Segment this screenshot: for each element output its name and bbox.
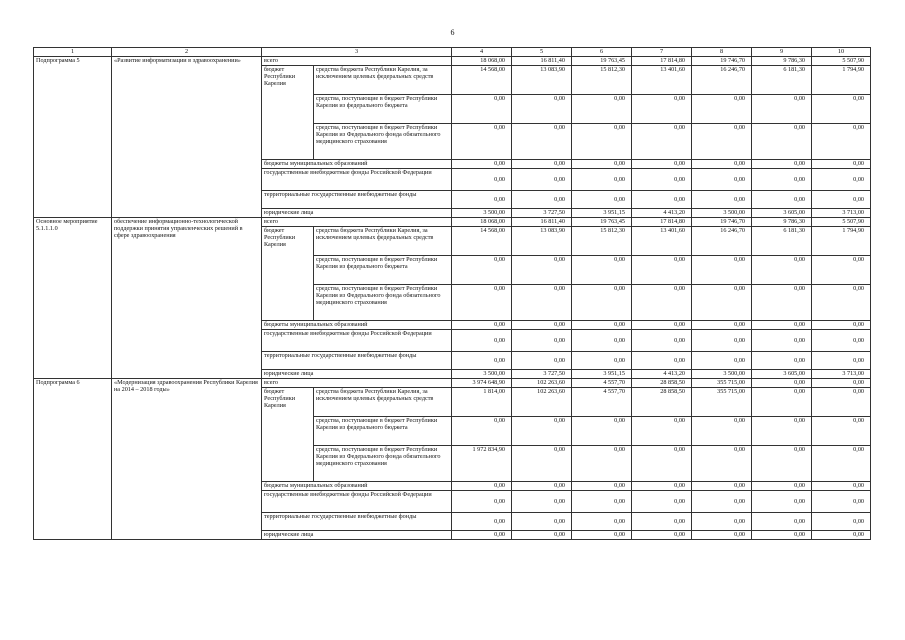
value-cell: 0,00	[752, 160, 812, 169]
value-cell: 0,00	[752, 388, 812, 417]
value-cell: 0,00	[512, 352, 572, 370]
value-cell: 0,00	[452, 321, 512, 330]
value-cell: 0,00	[512, 513, 572, 531]
value-cell: 0,00	[812, 160, 871, 169]
value-cell: 0,00	[692, 531, 752, 540]
program-code-cell: Подпрограмма 6	[34, 379, 112, 540]
value-cell: 0,00	[632, 531, 692, 540]
value-cell: 0,00	[572, 285, 632, 321]
header-cell: 8	[692, 48, 752, 57]
value-cell: 5 507,90	[812, 218, 871, 227]
budget-group-cell: бюджет Республики Карелия	[262, 227, 314, 321]
source-label-cell: средства, поступающие в бюджет Республики Карелия из федерального бюджета	[314, 417, 452, 446]
program-title-cell: обеспечение информационно-технологической поддержки принятия управленческих решений в сфере здравоохранения	[112, 218, 262, 379]
value-cell: 0,00	[512, 446, 572, 482]
value-cell: 0,00	[452, 513, 512, 531]
value-cell: 0,00	[572, 191, 632, 209]
value-cell: 0,00	[452, 417, 512, 446]
value-cell: 0,00	[512, 321, 572, 330]
value-cell: 0,00	[812, 95, 871, 124]
value-cell: 0,00	[632, 321, 692, 330]
value-cell: 0,00	[752, 446, 812, 482]
value-cell: 1 794,90	[812, 66, 871, 95]
value-cell: 19 746,70	[692, 57, 752, 66]
header-row	[34, 48, 871, 57]
value-cell: 14 568,00	[452, 66, 512, 95]
value-cell: 3 500,00	[452, 370, 512, 379]
value-cell: 9 786,30	[752, 57, 812, 66]
value-cell: 0,00	[752, 285, 812, 321]
value-cell: 15 812,30	[572, 227, 632, 256]
value-cell: 0,00	[752, 417, 812, 446]
value-cell: 0,00	[572, 124, 632, 160]
value-cell: 13 083,90	[512, 66, 572, 95]
value-cell: 5 507,90	[812, 57, 871, 66]
value-cell: 1 794,90	[812, 227, 871, 256]
value-cell: 16 246,70	[692, 227, 752, 256]
value-cell: 0,00	[812, 491, 871, 513]
value-cell: 102 263,60	[512, 379, 572, 388]
value-cell: 0,00	[692, 352, 752, 370]
value-cell: 3 605,00	[752, 209, 812, 218]
source-label-cell: всего	[262, 379, 452, 388]
value-cell: 0,00	[632, 482, 692, 491]
value-cell: 0,00	[512, 191, 572, 209]
value-cell: 0,00	[692, 191, 752, 209]
source-label-cell: государственные внебюджетные фонды Российской Федерации	[262, 491, 452, 513]
page-number: 6	[450, 28, 455, 37]
program-title-cell: «Развитие информатизации в здравоохранении»	[112, 57, 262, 218]
value-cell: 3 500,00	[692, 370, 752, 379]
value-cell: 0,00	[632, 352, 692, 370]
value-cell: 0,00	[692, 124, 752, 160]
table-row	[34, 218, 871, 227]
value-cell: 0,00	[572, 482, 632, 491]
value-cell: 0,00	[692, 95, 752, 124]
source-label-cell: средства, поступающие в бюджет Республики Карелия из федерального бюджета	[314, 95, 452, 124]
value-cell: 0,00	[452, 160, 512, 169]
value-cell: 0,00	[572, 417, 632, 446]
value-cell: 0,00	[812, 191, 871, 209]
value-cell: 0,00	[812, 124, 871, 160]
value-cell: 0,00	[512, 417, 572, 446]
source-label-cell: юридические лица	[262, 209, 452, 218]
header-cell: 10	[812, 48, 871, 57]
source-label-cell: средства бюджета Республики Карелия, за исключением целевых федеральных средств	[314, 227, 452, 256]
value-cell: 0,00	[692, 330, 752, 352]
header-cell: 9	[752, 48, 812, 57]
value-cell: 14 568,00	[452, 227, 512, 256]
value-cell: 0,00	[752, 256, 812, 285]
value-cell: 3 974 648,90	[452, 379, 512, 388]
value-cell: 0,00	[572, 160, 632, 169]
value-cell: 0,00	[452, 256, 512, 285]
value-cell: 0,00	[512, 124, 572, 160]
header-cell: 7	[632, 48, 692, 57]
value-cell: 28 858,50	[632, 379, 692, 388]
value-cell: 0,00	[752, 531, 812, 540]
value-cell: 0,00	[812, 379, 871, 388]
value-cell: 0,00	[752, 352, 812, 370]
value-cell: 3 500,00	[452, 209, 512, 218]
source-label-cell: территориальные государственные внебюджетные фонды	[262, 352, 452, 370]
value-cell: 0,00	[512, 95, 572, 124]
value-cell: 0,00	[692, 446, 752, 482]
value-cell: 0,00	[812, 417, 871, 446]
value-cell: 0,00	[512, 169, 572, 191]
source-label-cell: территориальные государственные внебюджетные фонды	[262, 513, 452, 531]
value-cell: 0,00	[632, 169, 692, 191]
source-label-cell: средства, поступающие в бюджет Республики Карелия из федерального бюджета	[314, 256, 452, 285]
value-cell: 0,00	[812, 482, 871, 491]
value-cell: 3 713,00	[812, 209, 871, 218]
value-cell: 0,00	[692, 491, 752, 513]
value-cell: 1 814,00	[452, 388, 512, 417]
value-cell: 4 557,70	[572, 379, 632, 388]
source-label-cell: юридические лица	[262, 531, 452, 540]
value-cell: 0,00	[452, 352, 512, 370]
value-cell: 0,00	[632, 256, 692, 285]
value-cell: 16 246,70	[692, 66, 752, 95]
value-cell: 17 814,80	[632, 57, 692, 66]
program-code-cell: Основное мероприятие 5.1.1.1.0	[34, 218, 112, 379]
value-cell: 0,00	[812, 388, 871, 417]
value-cell: 16 811,40	[512, 57, 572, 66]
value-cell: 3 951,15	[572, 209, 632, 218]
value-cell: 1 972 834,90	[452, 446, 512, 482]
value-cell: 28 858,50	[632, 388, 692, 417]
value-cell: 0,00	[572, 446, 632, 482]
value-cell: 0,00	[812, 330, 871, 352]
source-label-cell: всего	[262, 218, 452, 227]
value-cell: 9 786,30	[752, 218, 812, 227]
value-cell: 0,00	[512, 285, 572, 321]
value-cell: 19 763,45	[572, 218, 632, 227]
source-label-cell: средства, поступающие в бюджет Республики Карелия из Федерального фонда обязательного медицинского страхования	[314, 285, 452, 321]
value-cell: 4 413,20	[632, 370, 692, 379]
value-cell: 0,00	[692, 160, 752, 169]
source-label-cell: территориальные государственные внебюджетные фонды	[262, 191, 452, 209]
value-cell: 0,00	[812, 256, 871, 285]
value-cell: 0,00	[812, 352, 871, 370]
value-cell: 0,00	[512, 482, 572, 491]
value-cell: 17 814,80	[632, 218, 692, 227]
value-cell: 0,00	[812, 446, 871, 482]
program-title-cell: «Модернизация здравоохранения Республики Карелия на 2014 – 2018 годы»	[112, 379, 262, 540]
value-cell: 18 068,00	[452, 57, 512, 66]
value-cell: 0,00	[752, 95, 812, 124]
value-cell: 3 951,15	[572, 370, 632, 379]
value-cell: 0,00	[752, 330, 812, 352]
value-cell: 0,00	[632, 160, 692, 169]
value-cell: 0,00	[692, 169, 752, 191]
value-cell: 0,00	[512, 330, 572, 352]
value-cell: 0,00	[752, 321, 812, 330]
value-cell: 0,00	[632, 446, 692, 482]
value-cell: 0,00	[632, 124, 692, 160]
table-row	[34, 57, 871, 66]
value-cell: 0,00	[752, 124, 812, 160]
value-cell: 0,00	[452, 482, 512, 491]
value-cell: 0,00	[812, 531, 871, 540]
value-cell: 18 068,00	[452, 218, 512, 227]
value-cell: 0,00	[572, 321, 632, 330]
value-cell: 0,00	[452, 285, 512, 321]
value-cell: 3 727,50	[512, 209, 572, 218]
value-cell: 0,00	[452, 531, 512, 540]
source-label-cell: средства, поступающие в бюджет Республики Карелия из Федерального фонда обязательного медицинского страхования	[314, 124, 452, 160]
value-cell: 4 413,20	[632, 209, 692, 218]
value-cell: 6 181,30	[752, 227, 812, 256]
value-cell: 0,00	[692, 513, 752, 531]
value-cell: 0,00	[812, 321, 871, 330]
source-label-cell: бюджеты муниципальных образований	[262, 482, 452, 491]
value-cell: 355 715,00	[692, 388, 752, 417]
source-label-cell: государственные внебюджетные фонды Российской Федерации	[262, 330, 452, 352]
value-cell: 355 715,00	[692, 379, 752, 388]
value-cell: 0,00	[752, 482, 812, 491]
header-cell: 2	[112, 48, 262, 57]
value-cell: 0,00	[752, 491, 812, 513]
value-cell: 0,00	[572, 531, 632, 540]
value-cell: 0,00	[572, 513, 632, 531]
header-cell: 3	[262, 48, 452, 57]
value-cell: 0,00	[512, 531, 572, 540]
source-label-cell: средства бюджета Республики Карелия, за исключением целевых федеральных средств	[314, 388, 452, 417]
header-cell: 5	[512, 48, 572, 57]
value-cell: 0,00	[752, 379, 812, 388]
value-cell: 0,00	[632, 513, 692, 531]
value-cell: 0,00	[452, 330, 512, 352]
value-cell: 0,00	[752, 513, 812, 531]
value-cell: 0,00	[572, 352, 632, 370]
header-cell: 4	[452, 48, 512, 57]
value-cell: 4 557,70	[572, 388, 632, 417]
value-cell: 0,00	[632, 95, 692, 124]
source-label-cell: всего	[262, 57, 452, 66]
value-cell: 0,00	[512, 491, 572, 513]
program-code-cell: Подпрограмма 5	[34, 57, 112, 218]
value-cell: 0,00	[452, 169, 512, 191]
value-cell: 13 083,90	[512, 227, 572, 256]
value-cell: 0,00	[632, 330, 692, 352]
source-label-cell: средства бюджета Республики Карелия, за исключением целевых федеральных средств	[314, 66, 452, 95]
header-cell: 6	[572, 48, 632, 57]
value-cell: 0,00	[572, 169, 632, 191]
source-label-cell: юридические лица	[262, 370, 452, 379]
value-cell: 0,00	[632, 417, 692, 446]
value-cell: 0,00	[572, 256, 632, 285]
source-label-cell: государственные внебюджетные фонды Российской Федерации	[262, 169, 452, 191]
value-cell: 0,00	[752, 169, 812, 191]
value-cell: 0,00	[572, 330, 632, 352]
budget-group-cell: бюджет Республики Карелия	[262, 66, 314, 160]
source-label-cell: бюджеты муниципальных образований	[262, 321, 452, 330]
value-cell: 3 605,00	[752, 370, 812, 379]
value-cell: 19 746,70	[692, 218, 752, 227]
table-row	[34, 379, 871, 388]
value-cell: 0,00	[692, 321, 752, 330]
value-cell: 0,00	[572, 491, 632, 513]
value-cell: 6 181,30	[752, 66, 812, 95]
value-cell: 3 500,00	[692, 209, 752, 218]
value-cell: 0,00	[452, 124, 512, 160]
value-cell: 0,00	[812, 513, 871, 531]
value-cell: 0,00	[452, 191, 512, 209]
budget-group-cell: бюджет Республики Карелия	[262, 388, 314, 482]
value-cell: 0,00	[632, 285, 692, 321]
value-cell: 0,00	[452, 95, 512, 124]
value-cell: 0,00	[452, 491, 512, 513]
value-cell: 0,00	[632, 491, 692, 513]
value-cell: 0,00	[692, 285, 752, 321]
value-cell: 0,00	[512, 256, 572, 285]
value-cell: 0,00	[692, 256, 752, 285]
value-cell: 0,00	[692, 482, 752, 491]
source-label-cell: средства, поступающие в бюджет Республики Карелия из Федерального фонда обязательного медицинского страхования	[314, 446, 452, 482]
value-cell: 3 713,00	[812, 370, 871, 379]
value-cell: 3 727,50	[512, 370, 572, 379]
value-cell: 0,00	[752, 191, 812, 209]
header-cell: 1	[34, 48, 112, 57]
source-label-cell: бюджеты муниципальных образований	[262, 160, 452, 169]
value-cell: 16 811,40	[512, 218, 572, 227]
value-cell: 102 263,60	[512, 388, 572, 417]
budget-table	[33, 47, 871, 540]
value-cell: 13 401,60	[632, 66, 692, 95]
value-cell: 13 401,60	[632, 227, 692, 256]
budget-table-body	[34, 48, 871, 540]
value-cell: 0,00	[512, 160, 572, 169]
value-cell: 0,00	[812, 169, 871, 191]
value-cell: 0,00	[812, 285, 871, 321]
value-cell: 0,00	[632, 191, 692, 209]
value-cell: 0,00	[692, 417, 752, 446]
value-cell: 19 763,45	[572, 57, 632, 66]
value-cell: 15 812,30	[572, 66, 632, 95]
value-cell: 0,00	[572, 95, 632, 124]
